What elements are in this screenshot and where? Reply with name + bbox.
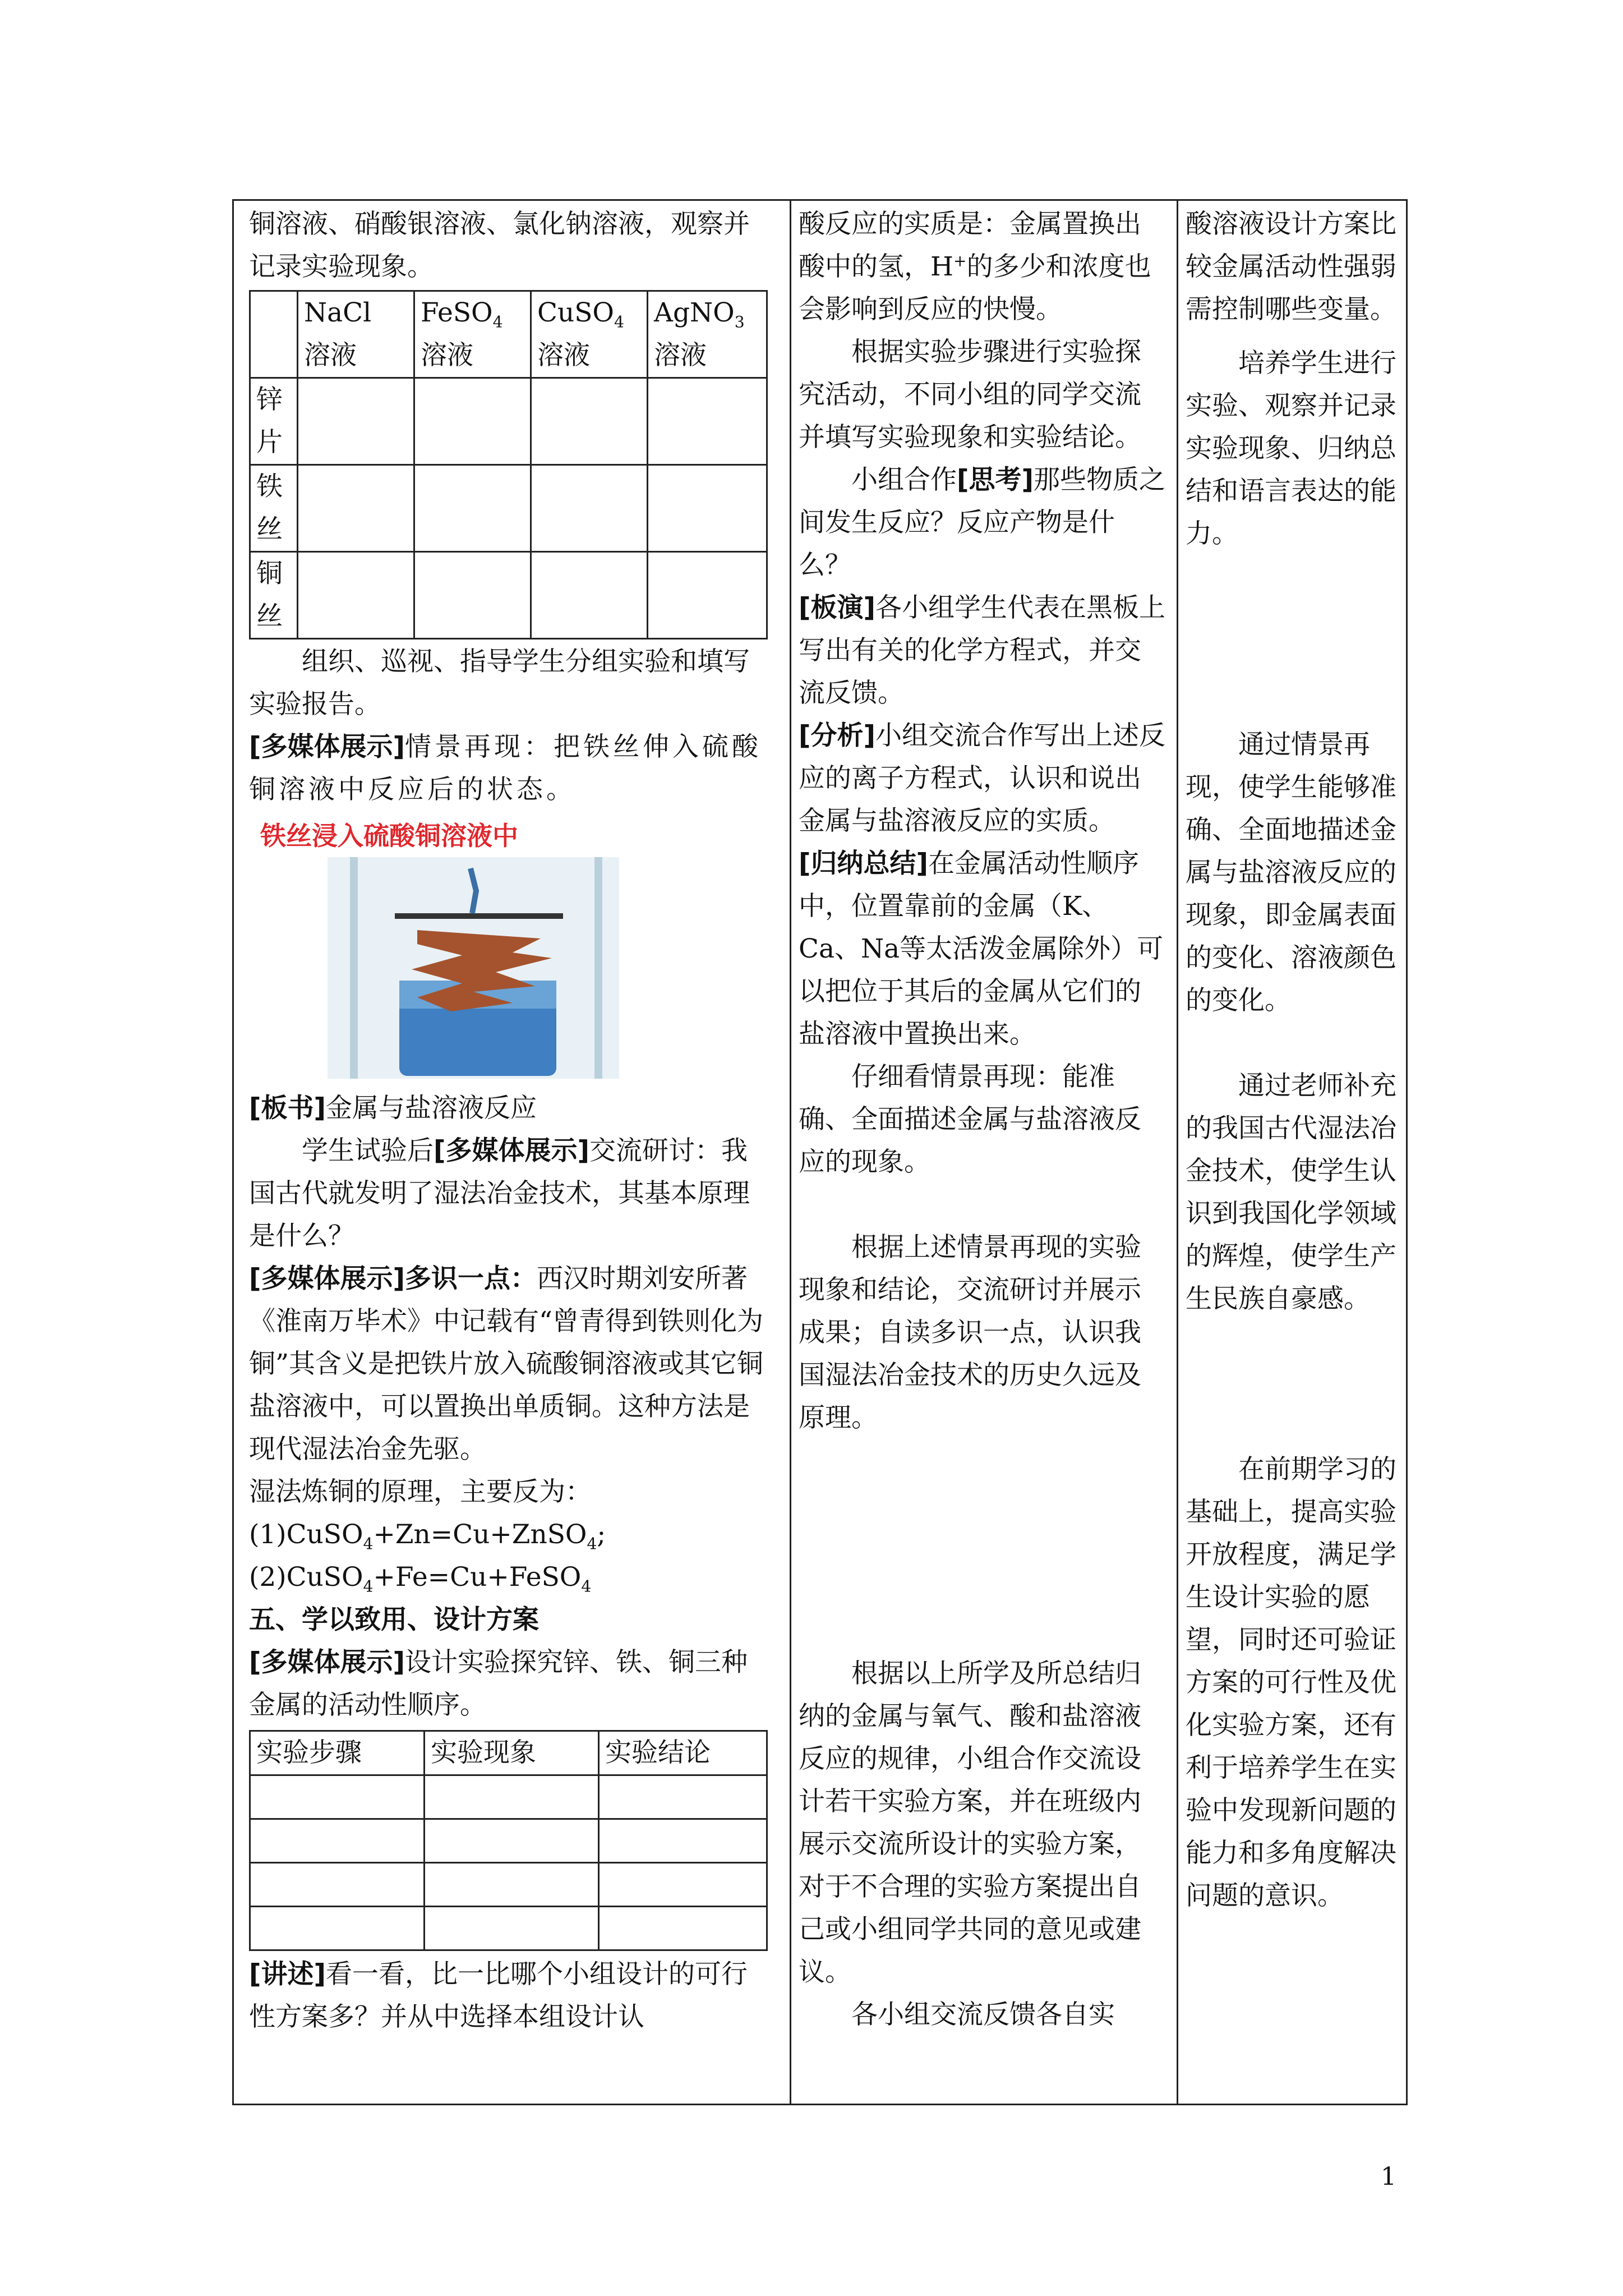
middle-p4: [板演]各小组学生代表在黑板上写出有关的化学方程式，并交流反馈。 [799, 592, 1165, 708]
section-heading: 五、学以致用、设计方案 [249, 1604, 539, 1635]
equation-2: (2)CuSO$_4$+Fe=Cu+FeSO$_4$ [249, 1562, 592, 1596]
multimedia-3: [多媒体展示]多识一点：西汉时期刘安所著《淮南万毕术》中记载有“曾青得到铁则化为铜”其含义是把铁片放入硫酸铜溶液或其它铜盐溶液中，可以置换出单质铜。这种方法是现代湿法冶金先驱。 [249, 1263, 764, 1465]
principle-text: 湿法炼铜的原理，主要反为： [249, 1476, 592, 1507]
middle-p2: 根据实验步骤进行实验探究活动，不同小组的同学交流并填写实验现象和实验结论。 [799, 337, 1141, 453]
header-nacl: NaCl 溶液 [298, 291, 414, 378]
lecture-text: [讲述]看一看，比一比哪个小组设计的可行性方案多？并从中选择本组设计认 [249, 1959, 748, 2032]
image-caption: 铁丝浸入硫酸铜溶液中 [260, 821, 518, 851]
intro-text: 铜溶液、硝酸银溶液、氯化钠溶液，观察并记录实验现象。 [249, 209, 750, 282]
table-row: 铁 丝 [250, 465, 767, 552]
right-r1: 酸溶液设计方案比较金属活动性强弱需控制哪些变量。 [1186, 209, 1396, 325]
design-table [249, 1730, 768, 1951]
middle-p7: 仔细看情景再现：能准确、全面描述金属与盐溶液反应的现象。 [799, 1061, 1141, 1177]
header-conclusion: 实验结论 [599, 1731, 767, 1775]
organize-text: 组织、巡视、指导学生分组实验和填写实验报告。 [249, 646, 750, 720]
right-r3: 通过情景再现，使学生能够准确、全面地描述金属与盐溶液反应的现象，即金属表面的变化、溶液颜色的变化。 [1186, 729, 1396, 1016]
middle-p1: 酸反应的实质是：金属置换出酸中的氢，H+的多少和浓度也会影响到反应的快慢。 [799, 209, 1151, 325]
header-feso4: FeSO$_4$ 溶液 [414, 291, 531, 378]
table-row [250, 1863, 767, 1907]
observation-table [249, 290, 768, 639]
experiment-image [249, 818, 745, 1082]
column-divider-1 [790, 199, 791, 2105]
multimedia-4: [多媒体展示]设计实验探究锌、铁、铜三种金属的活动性顺序。 [249, 1647, 748, 1720]
middle-p3: 小组合作[思考]那些物质之间发生反应？反应产物是什么？ [799, 464, 1165, 581]
middle-p5: [分析]小组交流合作写出上述反应的离子方程式，认识和说出金属与盐溶液反应的实质。 [799, 720, 1165, 836]
copper-sulfate-tube-illustration [249, 818, 745, 1082]
page-number: 1 [1381, 2162, 1396, 2191]
equation-1: (1)CuSO$_4$+Zn=Cu+ZnSO$_4$; [249, 1519, 606, 1553]
table-row [250, 1907, 767, 1950]
teacher-activity-column [249, 203, 768, 2039]
multimedia-1: [多媒体展示]情景再现：把铁丝伸入硫酸铜溶液中反应后的状态。 [249, 731, 762, 805]
middle-p6: [归纳总结]在金属活动性顺序中，位置靠前的金属（K、Ca、Na等太活泼金属除外）可以把位于其后的金属从它们的盐溶液中置换出来。 [799, 848, 1164, 1050]
right-r2: 培养学生进行实验、观察并记录实验现象、归纳总结和语言表达的能力。 [1186, 348, 1396, 549]
board-heading: [板书]金属与盐溶液反应 [249, 1093, 537, 1124]
column-divider-2 [1177, 199, 1178, 2105]
right-r4: 通过老师补充的我国古代湿法冶金技术，使学生认识到我国化学领域的辉煌，使学生产生民族自豪感。 [1186, 1070, 1396, 1314]
design-intent-column [1186, 203, 1399, 1917]
middle-p9: 根据以上所学及所总结归纳的金属与氧气、酸和盐溶液反应的规律，小组合作交流设计若干实验方案，并在班级内展示交流所设计的实验方案，对于不合理的实验方案提出自己或小组同学共同的意见或建议。 [799, 1658, 1141, 1987]
table-row: 锌 片 [250, 378, 767, 465]
header-steps: 实验步骤 [250, 1731, 425, 1775]
middle-p10: 各小组交流反馈各自实 [851, 1999, 1115, 2030]
student-activity-column [799, 203, 1166, 2036]
multimedia-2: 学生试验后[多媒体展示]交流研讨：我国古代就发明了湿法冶金技术，其基本原理是什么？ [249, 1135, 750, 1251]
middle-p8: 根据上述情景再现的实验现象和结论，交流研讨并展示成果；自读多识一点，认识我国湿法冶金技术的历史久远及原理。 [799, 1232, 1141, 1433]
header-cuso4: CuSO$_4$ 溶液 [531, 291, 648, 378]
header-agno3: AgNO$_3$ 溶液 [648, 291, 767, 378]
table-row [250, 1775, 767, 1819]
table-row: 铜 丝 [250, 552, 767, 639]
table-row [250, 1819, 767, 1863]
right-r5: 在前期学习的基础上，提高实验开放程度，满足学生设计实验的愿望，同时还可验证方案的可行性及优化实验方案，还有利于培养学生在实验中发现新问题的能力和多角度解决问题的意识。 [1186, 1454, 1396, 1911]
header-phenomena: 实验现象 [425, 1731, 599, 1775]
